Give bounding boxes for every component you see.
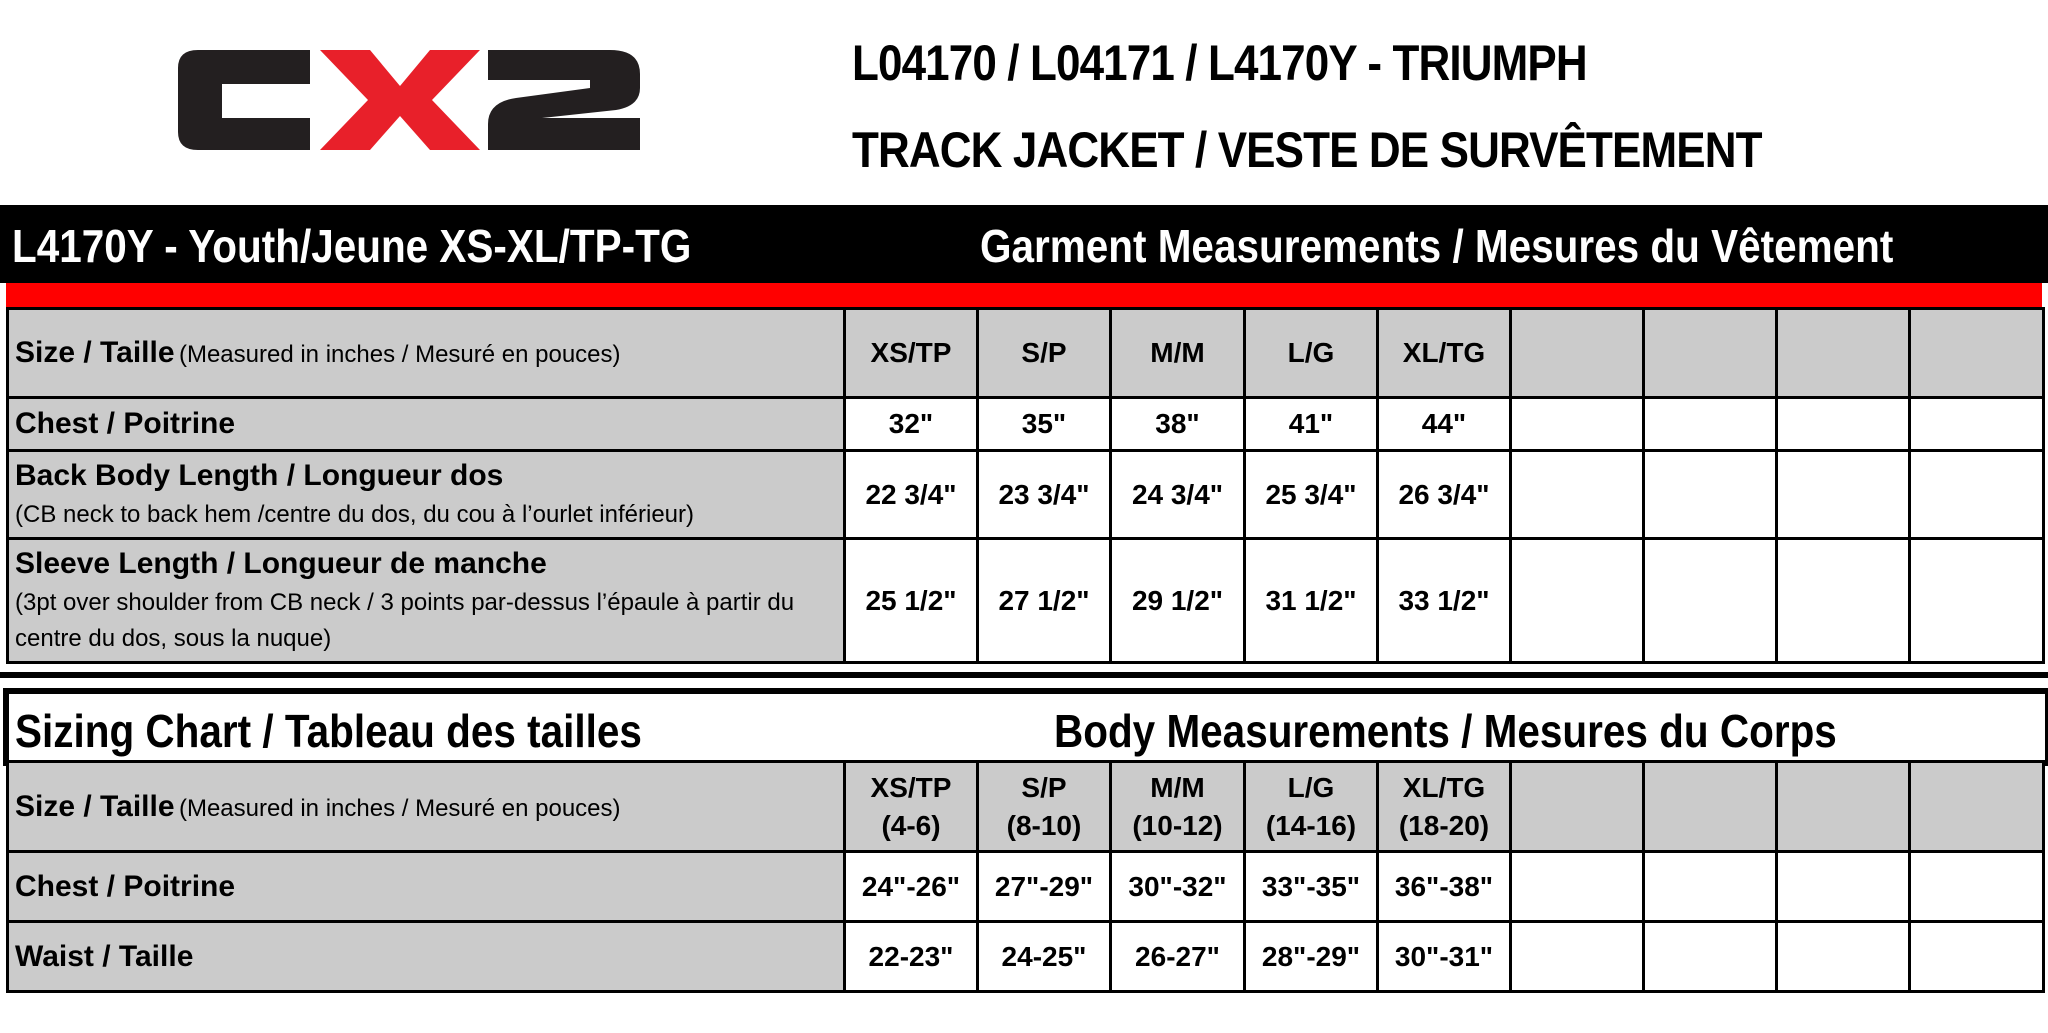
size-header: S/P (8-10) [978, 762, 1111, 852]
product-title: L04170 / L04171 / L4170Y - TRIUMPH [852, 35, 1587, 91]
size-header: XL/TG (18-20) [1378, 762, 1511, 852]
empty-header [1910, 309, 2044, 398]
empty-header [1777, 762, 1910, 852]
empty-header [1910, 762, 2044, 852]
empty-cell [1777, 539, 1910, 663]
value-cell: 25 1/2" [845, 539, 978, 663]
empty-cell [1777, 398, 1910, 451]
value-cell: 32" [845, 398, 978, 451]
value-cell: 26-27" [1111, 922, 1245, 992]
value-cell: 23 3/4" [978, 451, 1111, 539]
size-header: XL/TG [1378, 309, 1511, 398]
empty-cell [1644, 922, 1777, 992]
value-cell: 25 3/4" [1245, 451, 1378, 539]
empty-cell [1777, 922, 1910, 992]
value-cell: 28"-29" [1245, 922, 1378, 992]
size-header: XS/TP [845, 309, 978, 398]
size-header: M/M (10-12) [1111, 762, 1245, 852]
size-header: L/G (14-16) [1245, 762, 1378, 852]
table-row [8, 762, 2044, 852]
red-divider [6, 283, 2042, 307]
logo-letter-x [320, 50, 480, 150]
row-label-cell [8, 539, 845, 663]
value-cell: 35" [978, 398, 1111, 451]
value-cell: 24"-26" [845, 852, 978, 922]
empty-cell [1910, 922, 2044, 992]
value-cell: 27 1/2" [978, 539, 1111, 663]
empty-header [1511, 762, 1644, 852]
value-cell: 44" [1378, 398, 1511, 451]
size-header: XS/TP (4-6) [845, 762, 978, 852]
logo-letter-c [178, 50, 310, 150]
value-cell: 27"-29" [978, 852, 1111, 922]
value-cell: 22 3/4" [845, 451, 978, 539]
garment-heading-right: Garment Measurements / Mesures du Vêtement [980, 220, 1894, 272]
size-label: Size / Taille [15, 789, 175, 823]
garment-heading-bar [0, 205, 2048, 283]
empty-cell [1910, 852, 2044, 922]
table-row [8, 922, 2044, 992]
body-heading-bar [3, 688, 2048, 766]
table-row [8, 398, 2044, 451]
row-label: Chest / Poitrine [15, 869, 236, 903]
size-label: Size / Taille [15, 336, 175, 369]
garment-measurements-table [6, 307, 2045, 664]
empty-cell [1511, 451, 1644, 539]
row-label-cell [8, 922, 845, 992]
row-label-cell [8, 852, 845, 922]
empty-cell [1511, 539, 1644, 663]
empty-cell [1644, 539, 1777, 663]
body-heading-left: Sizing Chart / Tableau des tailles [15, 705, 642, 757]
empty-header [1644, 762, 1777, 852]
table-row [8, 539, 2044, 663]
empty-cell [1777, 852, 1910, 922]
value-cell: 30"-32" [1111, 852, 1245, 922]
value-cell: 22-23" [845, 922, 978, 992]
value-cell: 38" [1111, 398, 1245, 451]
table-row [8, 451, 2044, 539]
size-label-cell [8, 309, 845, 398]
value-cell: 33 1/2" [1378, 539, 1511, 663]
row-sublabel: (CB neck to back hem /centre du dos, du cou à l’ourlet inférieur) [15, 500, 695, 528]
value-cell: 33"-35" [1245, 852, 1378, 922]
empty-cell [1511, 852, 1644, 922]
empty-cell [1644, 852, 1777, 922]
empty-cell [1511, 922, 1644, 992]
value-cell: 30"-31" [1378, 922, 1511, 992]
value-cell: 41" [1245, 398, 1378, 451]
row-label: Chest / Poitrine [15, 407, 236, 440]
empty-cell [1910, 539, 2044, 663]
empty-cell [1910, 451, 2044, 539]
empty-cell [1644, 451, 1777, 539]
size-label-cell [8, 762, 845, 852]
empty-cell [1910, 398, 2044, 451]
row-label: Sleeve Length / Longueur de manche [15, 547, 547, 581]
size-header: M/M [1111, 309, 1245, 398]
body-heading-right: Body Measurements / Mesures du Corps [1054, 705, 1837, 757]
cx2-logo [170, 40, 660, 160]
row-label-cell [8, 451, 845, 539]
empty-header [1777, 309, 1910, 398]
value-cell: 36"-38" [1378, 852, 1511, 922]
row-label: Back Body Length / Longueur dos [15, 459, 504, 493]
empty-cell [1511, 398, 1644, 451]
value-cell: 29 1/2" [1111, 539, 1245, 663]
size-header: S/P [978, 309, 1111, 398]
row-sublabel: (3pt over shoulder from CB neck / 3 points par-dessus l’épaule à partir du centre du dos, sous la nuque) [15, 588, 795, 652]
empty-header [1644, 309, 1777, 398]
value-cell: 31 1/2" [1245, 539, 1378, 663]
row-label-cell [8, 398, 845, 451]
product-subtitle: TRACK JACKET / VESTE DE SURVÊTEMENT [852, 122, 1762, 178]
size-header: L/G [1245, 309, 1378, 398]
row-label: Waist / Taille [15, 939, 194, 973]
value-cell: 24 3/4" [1111, 451, 1245, 539]
value-cell: 26 3/4" [1378, 451, 1511, 539]
table-row [8, 309, 2044, 398]
table-row [8, 852, 2044, 922]
body-measurements-table [6, 760, 2045, 993]
garment-heading-left: L4170Y - Youth/Jeune XS-XL/TP-TG [12, 220, 692, 272]
size-note: (Measured in inches / Mesuré en pouces) [178, 794, 621, 822]
value-cell: 24-25" [978, 922, 1111, 992]
logo-digit-2 [488, 50, 640, 150]
empty-cell [1644, 398, 1777, 451]
section-divider [0, 672, 2048, 678]
size-note: (Measured in inches / Mesuré en pouces) [178, 341, 621, 368]
empty-header [1511, 309, 1644, 398]
empty-cell [1777, 451, 1910, 539]
